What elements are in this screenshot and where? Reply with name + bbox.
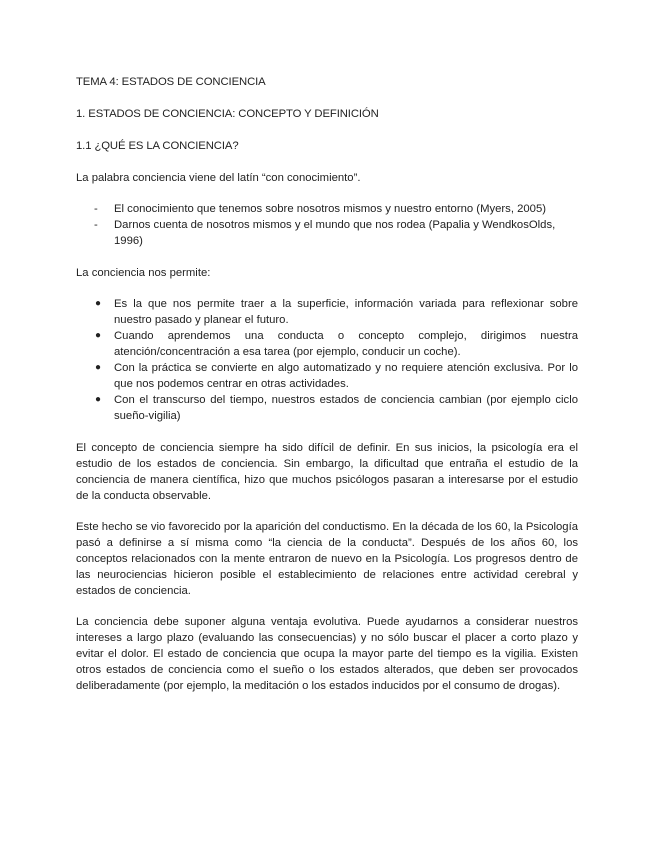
permits-intro: La conciencia nos permite: bbox=[76, 267, 211, 279]
bullet-marker: ● bbox=[95, 330, 102, 341]
list-item bbox=[76, 328, 578, 360]
subsection-heading: 1.1 ¿QUÉ ES LA CONCIENCIA? bbox=[76, 140, 239, 152]
document-title: TEMA 4: ESTADOS DE CONCIENCIA bbox=[76, 76, 266, 88]
body-paragraph: La conciencia debe suponer alguna ventaja evolutiva. Puede ayudarnos a considerar nuestros intereses a largo plazo (evaluando las consecuencias) y no sólo buscar el placer a corto plazo y evitar el dolor. El estado de conciencia que ocupa la mayor parte del tiempo es la vigilia. Existen otros estados de conciencia como el sueño o los estados alterados, que deben ser provocados deliberadamente (por ejemplo, la meditación o los estados inducidos por el consumo de drogas). bbox=[76, 616, 578, 692]
list-item bbox=[76, 296, 578, 328]
intro-paragraph: La palabra conciencia viene del latín “con conocimiento”. bbox=[76, 172, 361, 184]
bullet-marker: ● bbox=[95, 394, 102, 405]
dash-marker: - bbox=[94, 219, 98, 231]
bullet-marker: ● bbox=[95, 362, 102, 373]
permit-text: Es la que nos permite traer a la superficie, información variada para reflexionar sobre nuestro pasado y planear el futuro. bbox=[114, 298, 578, 326]
definition-text: Darnos cuenta de nosotros mismos y el mundo que nos rodea (Papalia y WendkosOlds, 1996) bbox=[114, 219, 556, 247]
definitions-list bbox=[76, 201, 578, 249]
section-heading: 1. ESTADOS DE CONCIENCIA: CONCEPTO Y DEFINICIÓN bbox=[76, 108, 379, 120]
permits-list bbox=[76, 296, 578, 424]
body-paragraph: El concepto de conciencia siempre ha sido difícil de definir. En sus inicios, la psicología era el estudio de los estados de conciencia. Sin embargo, la dificultad que entraña el estudio de la conciencia de manera científica, hizo que muchos psicólogos pasaran a interesarse por el estudio de la conducta observable. bbox=[76, 442, 578, 502]
document-page bbox=[76, 74, 578, 709]
permit-text: Cuando aprendemos una conducta o concepto complejo, dirigimos nuestra atención/concentración a esa tarea (por ejemplo, conducir un coche). bbox=[114, 330, 578, 358]
bullet-marker: ● bbox=[95, 298, 102, 309]
definition-text: El conocimiento que tenemos sobre nosotros mismos y nuestro entorno (Myers, 2005) bbox=[114, 203, 546, 215]
list-item bbox=[76, 392, 578, 424]
permit-text: Con el transcurso del tiempo, nuestros estados de conciencia cambian (por ejemplo ciclo sueño-vigilia) bbox=[114, 394, 578, 422]
permit-text: Con la práctica se convierte en algo automatizado y no requiere atención exclusiva. Por lo que nos podemos centrar en otras actividades. bbox=[114, 362, 578, 390]
list-item bbox=[76, 201, 578, 217]
list-item bbox=[76, 360, 578, 392]
dash-marker: - bbox=[94, 203, 98, 215]
list-item bbox=[76, 217, 578, 249]
body-paragraph: Este hecho se vio favorecido por la aparición del conductismo. En la década de los 60, la Psicología pasó a definirse a sí misma como “la ciencia de la conducta”. Después de los años 60, los conceptos relacionados con la mente entraron de nuevo en la Psicología. Los progresos dentro de las neurociencias hicieron posible el establecimiento de relaciones entre actividad cerebral y estados de conciencia. bbox=[76, 521, 578, 597]
